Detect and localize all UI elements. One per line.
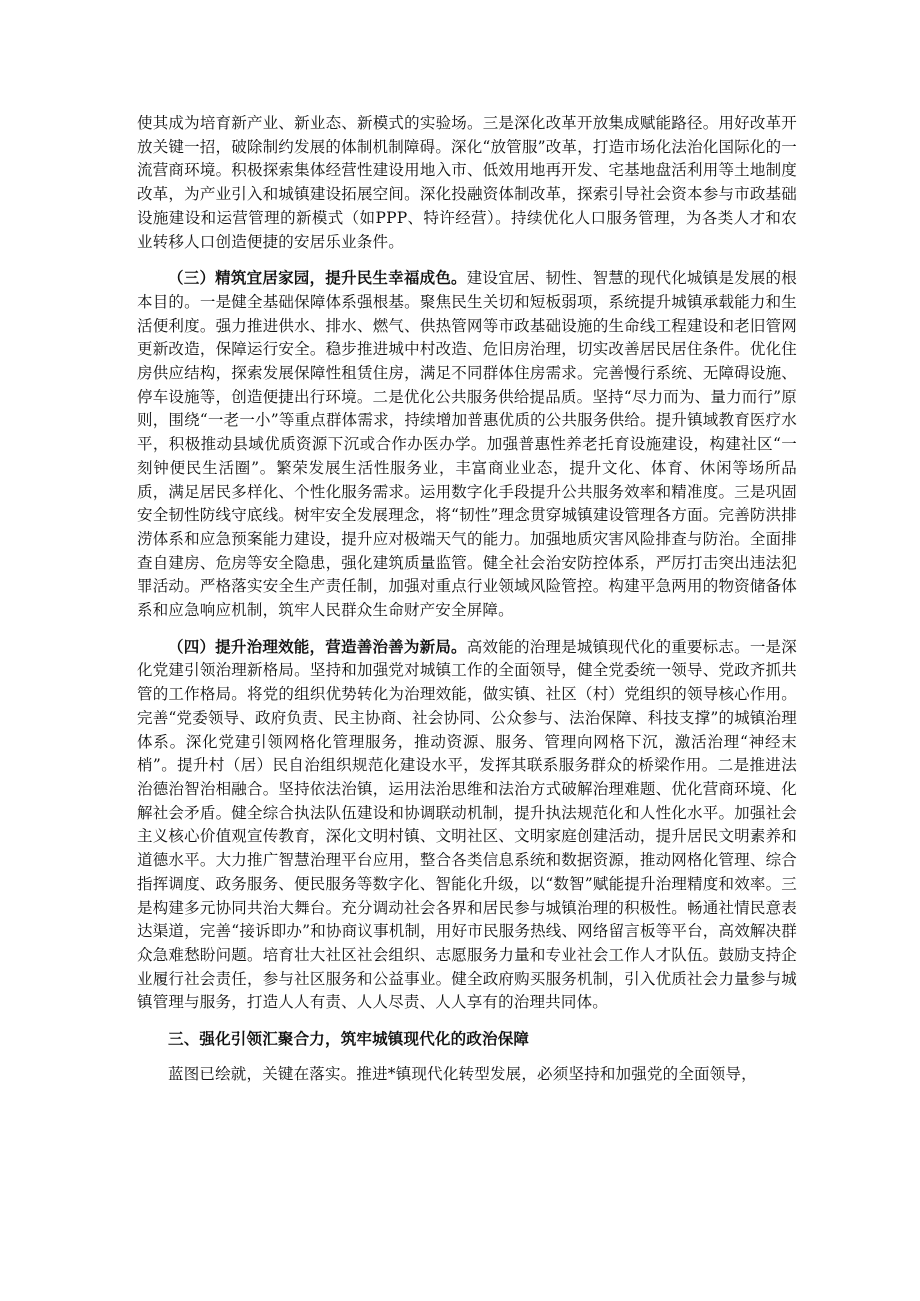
paragraph-2-text: 建设宜居、韧性、智慧的现代化城镇是发展的根本目的。一是健全基础保障体系强根基。聚焦民生关切和短板弱项，系统提升城镇承载能力和生活便利度。强力推进供水、排水、燃气、供热管网等市政基础设施的生命线工程建设和老旧管网更新改造，保障运行安全。稳步推进城中村改造、危旧房治理，切实改善居民居住条件。优化住房供应结构，探索发展保障性租赁住房，满足不同群体住房需求。完善慢行系统、无障碍设施、停车设施等，创造便捷出行环境。二是优化公共服务供给提品质。坚持“尽力而为、量力而行”原则，围绕“一老一小”等重点群体需求，持续增加普惠优质的公共服务供给。提升镇域教育医疗水平，积极推动县域优质资源下沉或合作办医办学。加强普惠性养老托育设施建设，构建社区“一刻钟便民生活圈”。繁荣发展生活性服务业，丰富商业业态，提升文化、体育、休闲等场所品质，满足居民多样化、个性化服务需求。运用数字化手段提升公共服务效率和精准度。三是巩固安全韧性防线守底线。树牢安全发展理念，将“韧性”理念贯穿城镇建设管理各方面。完善防洪排涝体系和应急预案能力建设，提升应对极端天气的能力。加强地质灾害风险排查与防治。全面排查自建房、危房等安全隐患，强化建筑质量监管。健全社会治安防控体系，严厉打击突出违法犯罪活动。严格落实安全生产责任制，加强对重点行业领域风险管控。构建平急两用的物资储备体系和应急响应机制，筑牢人民群众生命财产安全屏障。 <box>137 269 797 620</box>
section-3-heading: （三）精筑宜居家园，提升民生幸福成色。 <box>168 268 467 288</box>
body-paragraph-5 <box>137 1063 797 1087</box>
section-4-heading: （四）提升治理效能，营造善治善为新局。 <box>168 636 467 656</box>
document-page <box>137 112 797 1098</box>
body-paragraph-1 <box>137 112 797 254</box>
paragraph-1-text: 使其成为培育新产业、新业态、新模式的实验场。三是深化改革开放集成赋能路径。用好改革开放关键一招，破除制约发展的体制机制障碍。深化“放管服”改革，打造市场化法治化国际化的一流营商环境。积极探索集体经营性建设用地入市、低效用地再开发、宅基地盘活利用等土地制度改革，为产业引入和城镇建设拓展空间。深化投融资体制改革，探索引导社会资本参与市政基础设施建设和运营管理的新模式（如PPP、特许经营）。持续优化人口服务管理，为各类人才和农业转移人口创造便捷的安居乐业条件。 <box>137 114 797 251</box>
body-paragraph-2 <box>137 266 797 623</box>
body-paragraph-3 <box>137 635 797 1015</box>
chapter-3-title: 三、强化引领汇聚合力，筑牢城镇现代化的政治保障 <box>168 1029 530 1049</box>
paragraph-3-text: 高效能的治理是城镇现代化的重要标志。一是深化党建引领治理新格局。坚持和加强党对城镇工作的全面领导，健全党委统一领导、党政齐抓共管的工作格局。将党的组织优势转化为治理效能，做实镇、社区（村）党组织的领导核心作用。完善“党委领导、政府负责、民主协商、社会协同、公众参与、法治保障、科技支撑”的城镇治理体系。深化党建引领网格化管理服务，推动资源、服务、管理向网格下沉，激活治理“神经末梢”。提升村（居）民自治组织规范化建设水平，发挥其联系服务群众的桥梁作用。二是推进法治德治智治相融合。坚持依法治镇，运用法治思维和法治方式破解治理难题、优化营商环境、化解社会矛盾。健全综合执法队伍建设和协调联动机制，提升执法规范化和人性化水平。加强社会主义核心价值观宣传教育，深化文明村镇、文明社区、文明家庭创建活动，提升居民文明素养和道德水平。大力推广智慧治理平台应用，整合各类信息系统和数据资源，推动网格化管理、综合指挥调度、政务服务、便民服务等数字化、智能化升级，以“数智”赋能提升治理精度和效率。三是构建多元协同共治大舞台。充分调动社会各界和居民参与城镇治理的积极性。畅通社情民意表达渠道，完善“接诉即办”和协商议事机制，用好市民服务热线、网络留言板等平台，高效解决群众急难愁盼问题。培育壮大社区社会组织、志愿服务力量和专业社会工作人才队伍。鼓励支持企业履行社会责任，参与社区服务和公益事业。健全政府购买服务机制，引入优质社会力量参与城镇管理与服务，打造人人有责、人人尽责、人人享有的治理共同体。 <box>137 637 797 1012</box>
chapter-3-heading <box>137 1027 797 1051</box>
paragraph-5-text: 蓝图已绘就，关键在落实。推进*镇现代化转型发展，必须坚持和加强党的全面领导， <box>168 1064 757 1083</box>
